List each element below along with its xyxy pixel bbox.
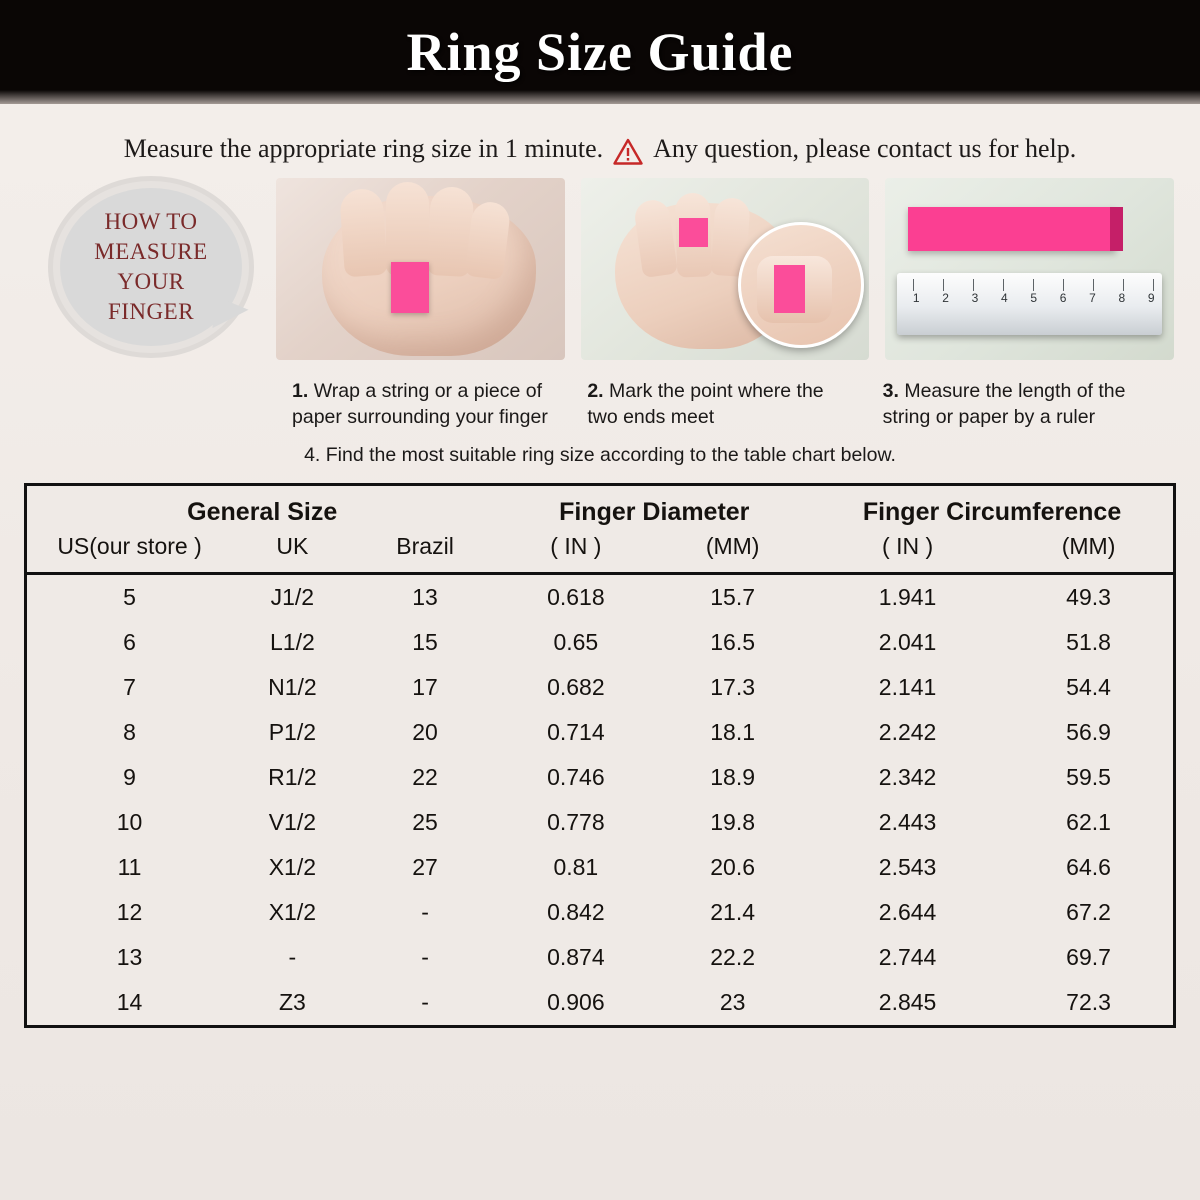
- cell-circumference-in: 2.543: [878, 854, 937, 880]
- finger-shape: [339, 188, 388, 278]
- intro-text-after: Any question, please contact us for help.: [653, 134, 1077, 163]
- how-to-bubble-wrap: [26, 178, 276, 346]
- step-3-caption: [873, 378, 1168, 430]
- ruler-numbers: [913, 291, 1155, 305]
- ruler-number: 1: [912, 290, 920, 305]
- cell-uk: V1/2: [268, 809, 317, 835]
- steps-images-row: [26, 178, 1174, 360]
- step-2-caption: [577, 378, 872, 430]
- table-row: [27, 755, 1173, 800]
- column-header-us: US(our store ): [27, 531, 232, 574]
- cell-diameter-mm: 18.9: [710, 764, 756, 790]
- hand-with-paper-strip-photo: [276, 178, 565, 360]
- intro-line: [0, 134, 1200, 164]
- cell-circumference-in: 2.242: [878, 719, 937, 745]
- table-row: [27, 620, 1173, 665]
- cell-circumference-mm: 62.1: [1066, 809, 1111, 835]
- group-header-general-size: General Size: [187, 498, 338, 526]
- cell-uk: L1/2: [269, 629, 315, 655]
- cell-uk: X1/2: [268, 854, 317, 880]
- cell-circumference-mm: 67.2: [1066, 899, 1111, 925]
- pink-paper-strip: [908, 207, 1116, 251]
- cell-circumference-mm: 54.4: [1066, 674, 1111, 700]
- cell-circumference-in: 2.141: [878, 674, 937, 700]
- ruler-number: 3: [971, 290, 979, 305]
- ruler-number: 5: [1030, 290, 1037, 305]
- page-header: [0, 0, 1200, 104]
- cell-brazil: 27: [412, 854, 438, 880]
- cell-diameter-mm: 23: [719, 989, 746, 1015]
- cell-diameter-mm: 18.1: [710, 719, 756, 745]
- cell-uk: J1/2: [270, 584, 315, 610]
- cell-circumference-mm: 56.9: [1066, 719, 1111, 745]
- group-header-finger-diameter: Finger Diameter: [559, 498, 750, 526]
- ring-size-table-wrap: [24, 483, 1176, 1028]
- step-3-column: [885, 178, 1174, 360]
- cell-us: 13: [116, 944, 143, 970]
- table-column-header-row: [27, 531, 1173, 574]
- ruler-number: 7: [1089, 290, 1096, 305]
- bubble-line-3: YOUR: [117, 269, 185, 294]
- cell-diameter-in: 0.682: [547, 674, 605, 700]
- bubble-line-1: HOW TO: [104, 209, 198, 234]
- cell-diameter-in: 0.874: [547, 944, 605, 970]
- cell-us: 7: [123, 674, 136, 700]
- cell-us: 6: [123, 629, 136, 655]
- caption-spacer: [32, 378, 282, 430]
- cell-us: 10: [116, 809, 143, 835]
- step-2-column: [581, 178, 870, 360]
- step-1-number: 1.: [292, 380, 309, 402]
- cell-brazil: 13: [412, 584, 438, 610]
- hand-with-magnifier-photo: [581, 178, 870, 360]
- step-3-number: 3.: [882, 380, 899, 402]
- step-captions-row: [26, 378, 1174, 430]
- cell-diameter-mm: 15.7: [710, 584, 756, 610]
- table-row: [27, 574, 1173, 621]
- cell-circumference-mm: 49.3: [1066, 584, 1111, 610]
- intro-text-before: Measure the appropriate ring size in 1 minute.: [123, 134, 604, 163]
- table-row: [27, 890, 1173, 935]
- ruler-number: 4: [1000, 290, 1008, 305]
- step-3-text: Measure the length of the string or paper by a ruler: [882, 380, 1126, 428]
- header-gloss: [0, 90, 1200, 104]
- table-head: [27, 486, 1173, 574]
- warning-triangle-icon: [613, 138, 643, 165]
- cell-diameter-in: 0.746: [547, 764, 605, 790]
- cell-circumference-mm: 72.3: [1066, 989, 1111, 1015]
- page-title: Ring Size Guide: [406, 22, 794, 82]
- column-header-circumference-mm: (MM): [1004, 531, 1173, 574]
- step-2-number: 2.: [587, 380, 604, 402]
- cell-circumference-mm: 64.6: [1066, 854, 1111, 880]
- cell-circumference-mm: 69.7: [1066, 944, 1111, 970]
- step-4-caption: 4. Find the most suitable ring size according to the table chart below.: [304, 444, 896, 466]
- ring-size-table: [27, 486, 1173, 1025]
- cell-circumference-in: 2.744: [878, 944, 937, 970]
- cell-uk: -: [288, 944, 297, 970]
- cell-us: 14: [116, 989, 143, 1015]
- cell-us: 9: [123, 764, 136, 790]
- cell-diameter-in: 0.81: [553, 854, 599, 880]
- cell-uk: N1/2: [268, 674, 317, 700]
- how-to-measure-bubble: [60, 188, 242, 346]
- ruler-number: 6: [1059, 290, 1067, 305]
- ruler: [897, 273, 1163, 335]
- cell-brazil: 15: [412, 629, 438, 655]
- cell-circumference-mm: 59.5: [1066, 764, 1111, 790]
- column-header-brazil: Brazil: [353, 531, 498, 574]
- cell-diameter-in: 0.906: [547, 989, 605, 1015]
- table-row: [27, 710, 1173, 755]
- cell-us: 5: [123, 584, 136, 610]
- cell-diameter-in: 0.65: [553, 629, 599, 655]
- step-2-text: Mark the point where the two ends meet: [587, 380, 824, 428]
- ruler-number: 8: [1118, 290, 1126, 305]
- cell-brazil: -: [421, 899, 429, 925]
- cell-uk: Z3: [278, 989, 306, 1015]
- cell-circumference-in: 1.941: [878, 584, 937, 610]
- table-group-header-row: [27, 486, 1173, 531]
- cell-diameter-mm: 22.2: [710, 944, 756, 970]
- ruler-number: 9: [1147, 290, 1155, 305]
- bubble-text: [94, 207, 207, 327]
- column-header-diameter-mm: (MM): [654, 531, 811, 574]
- column-header-diameter-in: ( IN ): [497, 531, 654, 574]
- cell-uk: X1/2: [268, 899, 317, 925]
- cell-circumference-in: 2.845: [878, 989, 937, 1015]
- cell-us: 11: [117, 854, 142, 880]
- step-1-column: [276, 178, 565, 360]
- cell-uk: P1/2: [268, 719, 317, 745]
- column-header-uk: UK: [232, 531, 353, 574]
- cell-brazil: 20: [412, 719, 438, 745]
- cell-diameter-mm: 19.8: [710, 809, 756, 835]
- column-header-circumference-in: ( IN ): [811, 531, 1004, 574]
- cell-us: 8: [123, 719, 136, 745]
- cell-us: 12: [116, 899, 143, 925]
- magnified-pink-strip: [774, 265, 805, 313]
- table-row: [27, 665, 1173, 710]
- cell-circumference-in: 2.041: [878, 629, 937, 655]
- cell-uk: R1/2: [268, 764, 317, 790]
- table-row: [27, 800, 1173, 845]
- measure-steps-section: [0, 178, 1200, 467]
- table-row: [27, 935, 1173, 980]
- cell-diameter-in: 0.714: [547, 719, 605, 745]
- cell-brazil: 25: [412, 809, 438, 835]
- cell-circumference-mm: 51.8: [1066, 629, 1111, 655]
- cell-circumference-in: 2.342: [878, 764, 937, 790]
- cell-diameter-in: 0.842: [547, 899, 605, 925]
- cell-circumference-in: 2.443: [878, 809, 937, 835]
- table-row: [27, 845, 1173, 890]
- cell-diameter-in: 0.618: [547, 584, 605, 610]
- cell-diameter-mm: 16.5: [710, 629, 756, 655]
- table-body: [27, 574, 1173, 1026]
- cell-diameter-in: 0.778: [547, 809, 605, 835]
- cell-diameter-mm: 21.4: [710, 899, 756, 925]
- cell-brazil: 22: [412, 764, 438, 790]
- cell-brazil: -: [421, 944, 429, 970]
- ruler-measuring-strip-photo: [885, 178, 1174, 360]
- step-1-text: Wrap a string or a piece of paper surrounding your finger: [292, 380, 548, 428]
- step-1-caption: [282, 378, 577, 430]
- pink-paper-strip: [679, 218, 708, 247]
- bubble-line-4: FINGER: [107, 299, 195, 324]
- ruler-number: 2: [942, 290, 949, 305]
- cell-circumference-in: 2.644: [878, 899, 937, 925]
- group-header-finger-circumference: Finger Circumference: [862, 498, 1122, 526]
- pink-paper-strip: [391, 262, 429, 313]
- step-photos: [276, 178, 1174, 360]
- cell-brazil: 17: [412, 674, 438, 700]
- magnifier-circle: [738, 222, 864, 348]
- cell-diameter-mm: 20.6: [710, 854, 756, 880]
- ruler-ticks: [913, 279, 1155, 291]
- cell-brazil: -: [421, 989, 429, 1015]
- cell-diameter-mm: 17.3: [710, 674, 756, 700]
- bubble-line-2: MEASURE: [94, 239, 208, 264]
- table-row: [27, 980, 1173, 1025]
